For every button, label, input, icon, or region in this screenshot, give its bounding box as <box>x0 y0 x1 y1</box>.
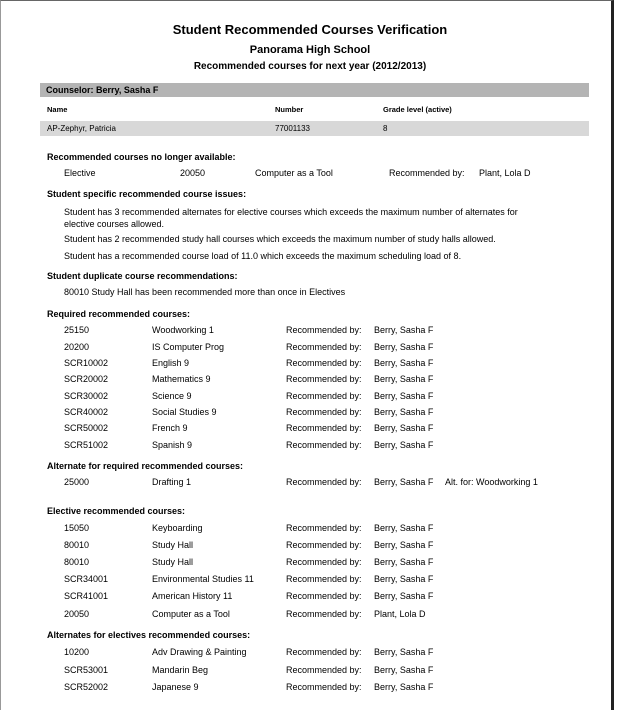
recommended-label: Recommended by: <box>286 325 362 335</box>
issue-item: Student has 2 recommended study hall courses which exceeds the maximum number of study halls allowed. <box>64 234 496 244</box>
recommended-label: Recommended by: <box>286 342 362 352</box>
issue-item: Student has a recommended course load of 11.0 which exceeds the maximum scheduling load of 8. <box>64 251 462 261</box>
col-header-grade: Grade level (active) <box>383 105 452 114</box>
course-code: SCR30002 <box>64 391 109 401</box>
duplicate-item: 80010 Study Hall has been recommended more than once in Electives <box>64 287 346 297</box>
course-name: Spanish 9 <box>152 440 193 450</box>
unavailable-course: Computer as a Tool <box>255 168 333 178</box>
course-name: Adv Drawing & Painting <box>152 647 247 657</box>
course-row <box>0 665 620 679</box>
section-alt-required: Alternate for required recommended courses: <box>47 461 244 471</box>
course-code: SCR40002 <box>64 407 109 417</box>
recommended-label: Recommended by: <box>286 682 362 692</box>
report-subtitle: Recommended courses for next year (2012/2013) <box>193 61 427 72</box>
course-name: American History 11 <box>152 591 233 601</box>
student-number: 77001133 <box>275 124 310 133</box>
recommended-label: Recommended by: <box>286 391 362 401</box>
course-code: SCR50002 <box>64 423 109 433</box>
recommended-by: Berry, Sasha F <box>374 358 434 368</box>
course-row <box>0 391 620 405</box>
recommended-label: Recommended by: <box>286 591 362 601</box>
issue-item: Student has 3 recommended alternates for elective courses which exceeds the maximum number of alternates for elective courses allowed. <box>64 207 518 229</box>
course-row <box>0 682 620 696</box>
course-row <box>0 557 620 571</box>
course-row <box>0 591 620 605</box>
unavailable-type: Elective <box>64 168 96 178</box>
recommended-label: Recommended by: <box>286 574 362 584</box>
course-row <box>0 358 620 372</box>
course-name: English 9 <box>152 358 190 368</box>
section-duplicates: Student duplicate course recommendations: <box>47 271 238 281</box>
course-name: Mathematics 9 <box>152 374 211 384</box>
course-code: 20050 <box>64 609 90 619</box>
course-name: Drafting 1 <box>152 477 192 487</box>
course-row <box>0 407 620 421</box>
course-code: 80010 <box>64 540 90 550</box>
col-header-number: Number <box>275 105 304 114</box>
recommended-label: Recommended by: <box>286 440 362 450</box>
student-name: AP-Zephyr, Patricia <box>47 124 116 133</box>
course-code: 80010 <box>64 557 90 567</box>
course-code: 20200 <box>64 342 90 352</box>
course-code: SCR53001 <box>64 665 109 675</box>
course-code: SCR34001 <box>64 574 109 584</box>
course-code: 25150 <box>64 325 90 335</box>
recommended-label: Recommended by: <box>286 609 362 619</box>
course-name: Science 9 <box>152 391 192 401</box>
course-row <box>0 325 620 339</box>
recommended-label: Recommended by: <box>286 557 362 567</box>
course-row <box>0 540 620 554</box>
course-row <box>0 423 620 437</box>
recommended-by: Berry, Sasha F <box>374 440 434 450</box>
recommended-by: Berry, Sasha F <box>374 665 434 675</box>
student-grade: 8 <box>383 124 388 133</box>
course-code: 10200 <box>64 647 90 657</box>
col-header-name: Name <box>47 105 68 114</box>
course-row <box>0 477 620 491</box>
course-name: IS Computer Prog <box>152 342 225 352</box>
recommended-by: Berry, Sasha F <box>374 391 434 401</box>
course-code: 15050 <box>64 523 90 533</box>
course-code: 25000 <box>64 477 90 487</box>
recommended-by: Berry, Sasha F <box>374 647 434 657</box>
recommended-label: Recommended by: <box>286 647 362 657</box>
course-row <box>0 440 620 454</box>
recommended-by: Berry, Sasha F <box>374 342 434 352</box>
course-name: Woodworking 1 <box>152 325 214 335</box>
course-name: Study Hall <box>152 540 194 550</box>
course-code: SCR51002 <box>64 440 109 450</box>
section-alt-elective: Alternates for electives recommended courses: <box>47 630 251 640</box>
report-title: Student Recommended Courses Verification <box>172 22 448 37</box>
unavailable-rec-by: Plant, Lola D <box>479 168 531 178</box>
unavailable-code: 20050 <box>180 168 206 178</box>
recommended-by: Berry, Sasha F <box>374 591 434 601</box>
recommended-by: Berry, Sasha F <box>374 557 434 567</box>
recommended-label: Recommended by: <box>286 423 362 433</box>
recommended-by: Berry, Sasha F <box>374 682 434 692</box>
course-row <box>0 647 620 661</box>
recommended-by: Berry, Sasha F <box>374 325 434 335</box>
recommended-by: Berry, Sasha F <box>374 574 434 584</box>
unavailable-rec-label: Recommended by: <box>389 168 465 178</box>
course-name: Computer as a Tool <box>152 609 230 619</box>
course-code: SCR10002 <box>64 358 109 368</box>
course-name: Environmental Studies 11 <box>152 574 254 584</box>
student-row <box>40 121 589 136</box>
course-row <box>0 342 620 356</box>
recommended-by: Berry, Sasha F <box>374 423 434 433</box>
recommended-label: Recommended by: <box>286 540 362 550</box>
recommended-label: Recommended by: <box>286 407 362 417</box>
course-code: SCR20002 <box>64 374 109 384</box>
section-issues: Student specific recommended course issues: <box>47 189 247 199</box>
course-name: Social Studies 9 <box>152 407 217 417</box>
counselor-header: Counselor: Berry, Sasha F <box>40 83 589 97</box>
course-name: Keyboarding <box>152 523 203 533</box>
course-code: SCR41001 <box>64 591 109 601</box>
course-name: Study Hall <box>152 557 194 567</box>
alternate-for: Alt. for: Woodworking 1 <box>445 477 538 487</box>
section-required: Required recommended courses: <box>47 309 191 319</box>
recommended-label: Recommended by: <box>286 477 362 487</box>
recommended-label: Recommended by: <box>286 358 362 368</box>
recommended-by: Berry, Sasha F <box>374 523 434 533</box>
course-name: Japanese 9 <box>152 682 199 692</box>
section-no-longer-available: Recommended courses no longer available: <box>47 152 236 162</box>
recommended-by: Berry, Sasha F <box>374 407 434 417</box>
section-elective: Elective recommended courses: <box>47 506 186 516</box>
course-name: French 9 <box>152 423 188 433</box>
course-row <box>0 609 620 623</box>
course-code: SCR52002 <box>64 682 109 692</box>
school-name: Panorama High School <box>249 44 371 56</box>
recommended-by: Berry, Sasha F <box>374 477 434 487</box>
recommended-by: Berry, Sasha F <box>374 540 434 550</box>
course-row <box>0 574 620 588</box>
recommended-label: Recommended by: <box>286 374 362 384</box>
recommended-label: Recommended by: <box>286 523 362 533</box>
recommended-label: Recommended by: <box>286 665 362 675</box>
course-row <box>0 374 620 388</box>
recommended-by: Plant, Lola D <box>374 609 426 619</box>
recommended-by: Berry, Sasha F <box>374 374 434 384</box>
course-row <box>0 523 620 537</box>
course-name: Mandarin Beg <box>152 665 209 675</box>
